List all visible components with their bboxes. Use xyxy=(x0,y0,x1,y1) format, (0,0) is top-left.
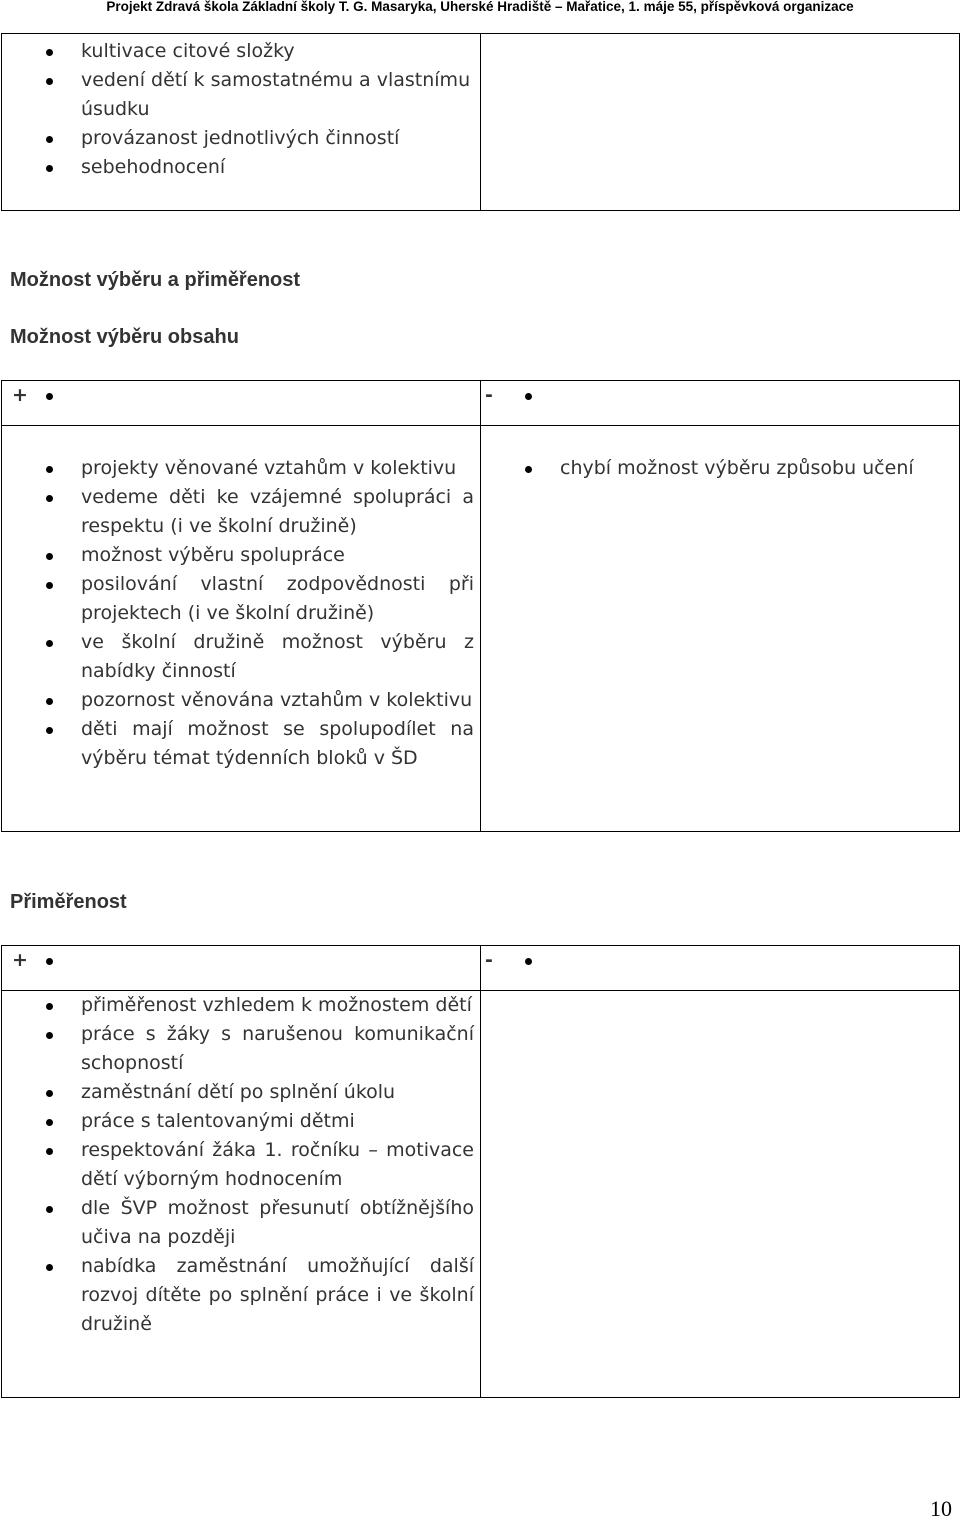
table3-right-cell xyxy=(481,991,960,1398)
list-item: posilování vlastní zodpovědnosti při projektech (i ve školní družině) xyxy=(2,570,480,628)
list-item: práce s talentovanými dětmi xyxy=(2,1107,480,1136)
plus-label: + xyxy=(2,946,480,975)
minus-label: - xyxy=(481,381,959,410)
section-title: Možnost výběru a přiměřenost xyxy=(10,269,301,291)
list-item: možnost výběru spolupráce xyxy=(2,541,480,570)
list-item: projekty věnované vztahům v kolektivu xyxy=(2,454,480,483)
table2-left-list xyxy=(2,454,480,773)
plus-header-cell xyxy=(2,946,481,991)
list-item: přiměřenost vzhledem k možnostem dětí xyxy=(2,991,480,1020)
page-header: Projekt Zdravá škola Základní školy T. G. Masaryka, Uherské Hradiště – Mařatice, 1. máje 55, příspěvková organizace xyxy=(106,0,854,14)
table-adequacy xyxy=(1,945,960,1398)
table1-left-list xyxy=(2,37,480,182)
list-item: zaměstnání dětí po splnění úkolu xyxy=(2,1078,480,1107)
list-item: nabídka zaměstnání umožňující další rozvoj dítěte po splnění práce i ve školní družině xyxy=(2,1252,480,1339)
table1-right-cell xyxy=(481,34,960,211)
table3-left-list xyxy=(2,991,480,1339)
list-item: respektování žáka 1. ročníku – motivace dětí výborným hodnocením xyxy=(2,1136,480,1194)
list-item: vedeme děti ke vzájemné spolupráci a respektu (i ve školní družině) xyxy=(2,483,480,541)
subsection-title-adequacy: Přiměřenost xyxy=(10,891,127,913)
plus-header-cell xyxy=(2,381,481,426)
list-item: dle ŠVP možnost přesunutí obtížnějšího učiva na později xyxy=(2,1194,480,1252)
list-item: práce s žáky s narušenou komunikační schopností xyxy=(2,1020,480,1078)
table1-left-cell xyxy=(2,34,481,211)
page-number: 10 xyxy=(930,1496,952,1518)
minus-header-cell xyxy=(481,381,960,426)
list-item: chybí možnost výběru způsobu učení xyxy=(481,454,959,483)
table-choice xyxy=(1,380,960,832)
list-item: pozornost věnována vztahům v kolektivu xyxy=(2,686,480,715)
plus-label: + xyxy=(2,381,480,410)
list-item: provázanost jednotlivých činností xyxy=(2,124,480,153)
table-continuation xyxy=(1,33,960,211)
minus-label: - xyxy=(481,946,959,975)
list-item: sebehodnocení xyxy=(2,153,480,182)
table2-left-cell xyxy=(2,426,481,832)
list-item: ve školní družině možnost výběru z nabídky činností xyxy=(2,628,480,686)
list-item: kultivace citové složky xyxy=(2,37,480,66)
list-item: vedení dětí k samostatnému a vlastnímu úsudku xyxy=(2,66,480,124)
table2-right-list xyxy=(481,454,959,483)
list-item: děti mají možnost se spolupodílet na výběru témat týdenních bloků v ŠD xyxy=(2,715,480,773)
table2-right-cell xyxy=(481,426,960,832)
minus-header-cell xyxy=(481,946,960,991)
subsection-title-choice: Možnost výběru obsahu xyxy=(10,326,239,348)
table3-left-cell xyxy=(2,991,481,1398)
